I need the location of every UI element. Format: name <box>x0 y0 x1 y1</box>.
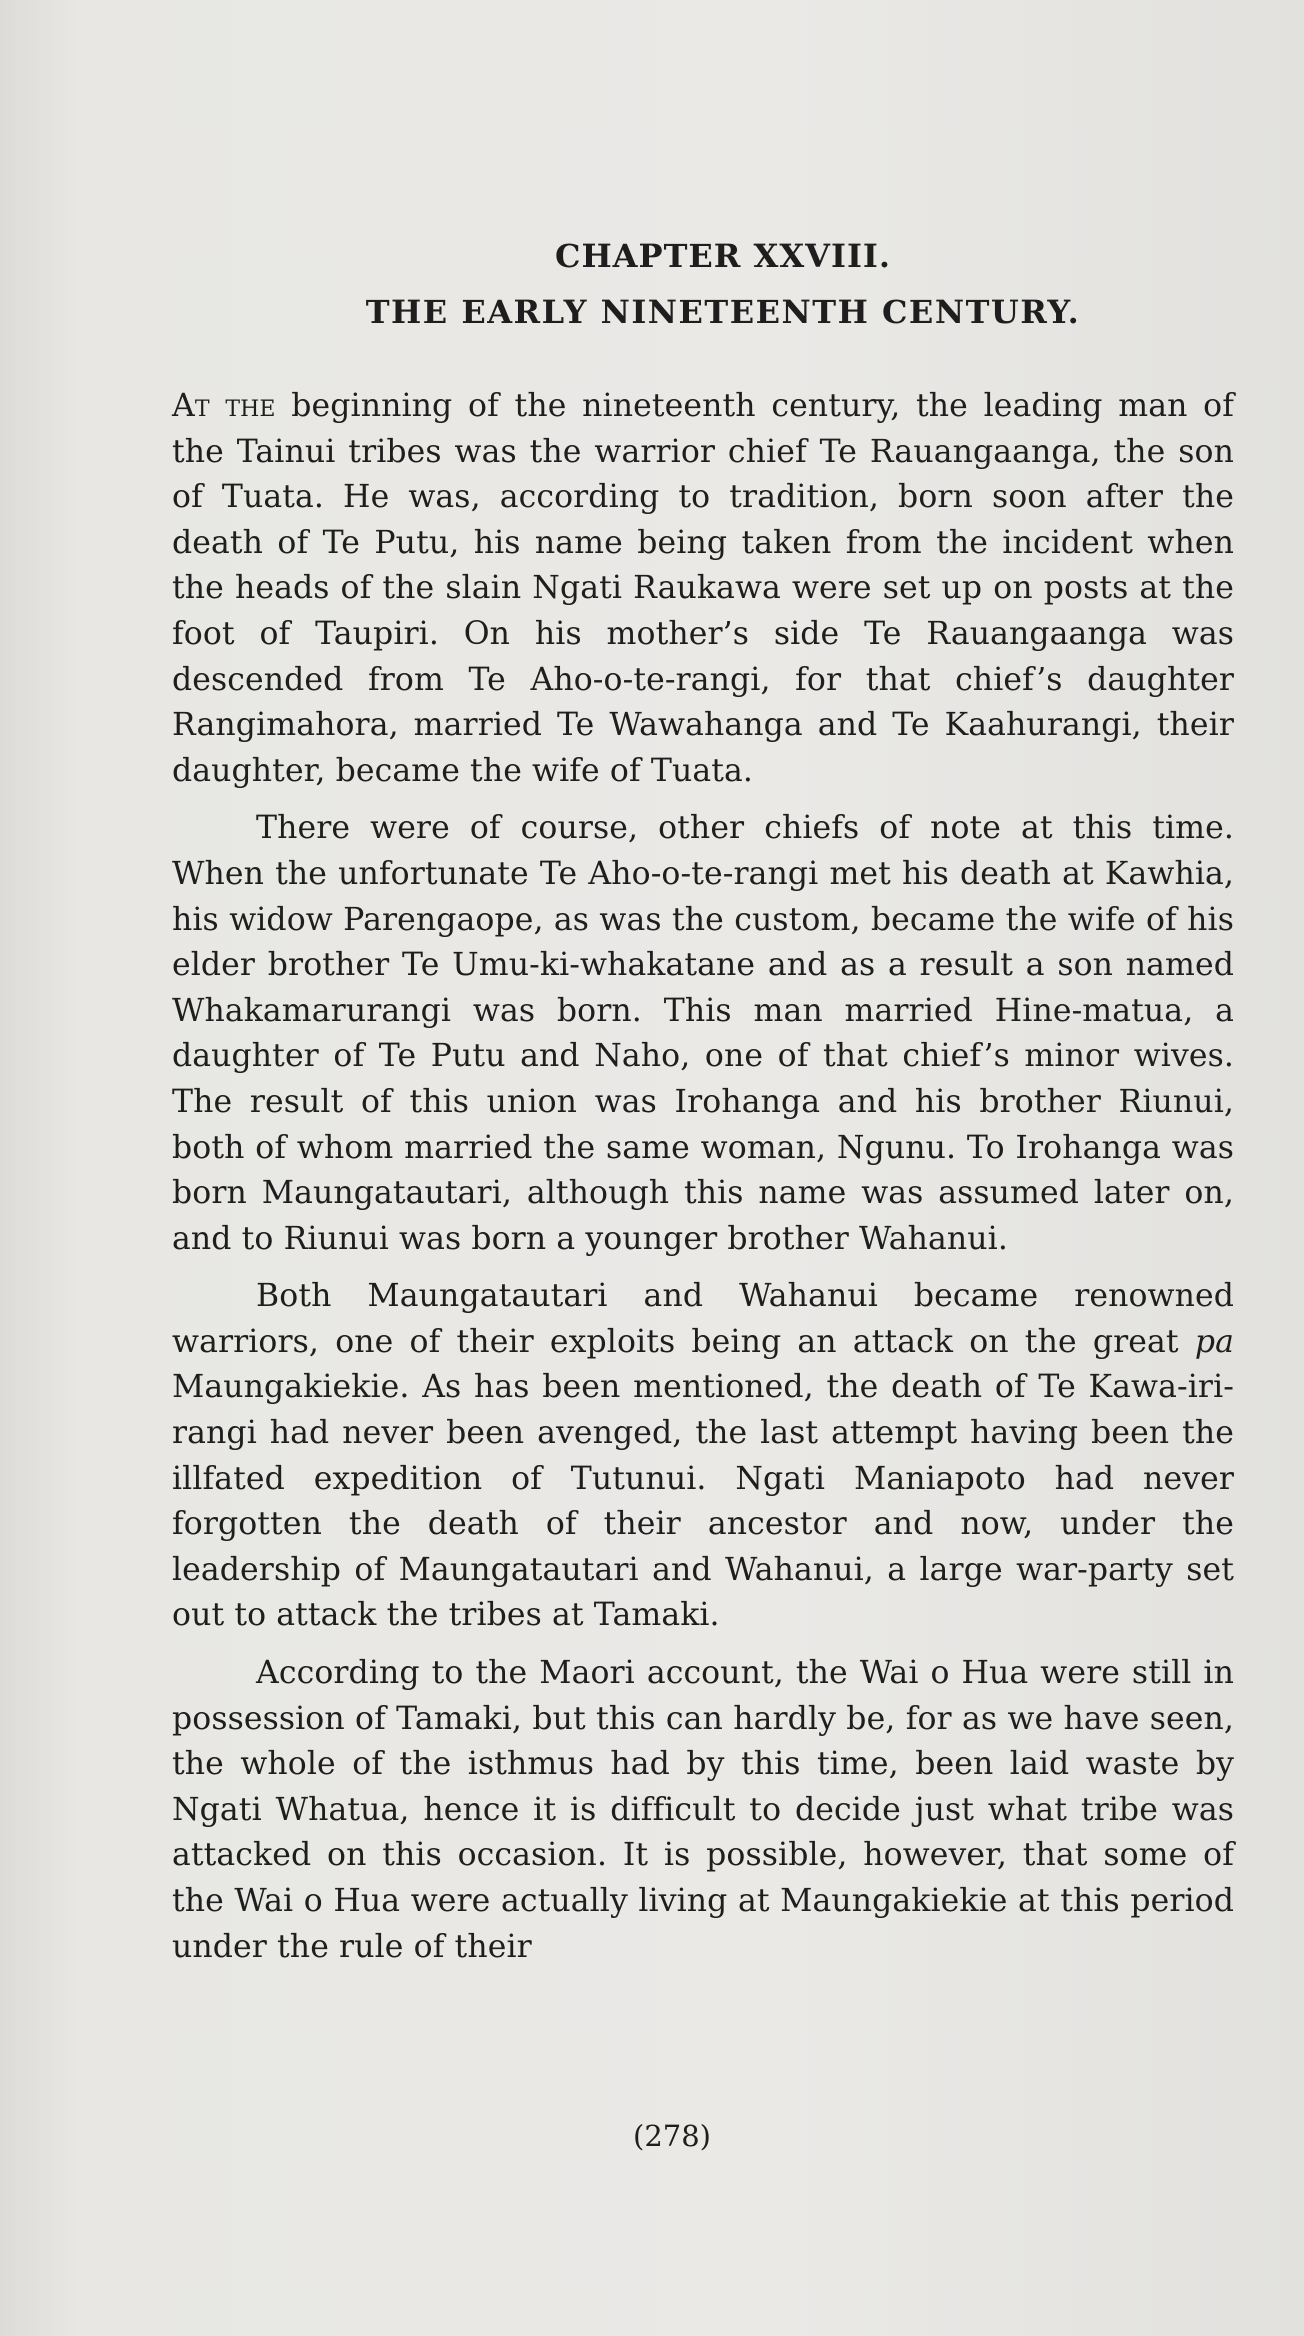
chapter-number: CHAPTER XXVIII. <box>554 237 892 275</box>
paragraph-3 <box>172 1274 1234 1639</box>
paragraph-3-italic: pa <box>1194 1323 1234 1360</box>
paragraph-1 <box>172 384 1234 794</box>
paragraph-4: According to the Maori account, the Wai o Hua were still in possession of Tamaki, but this can hardly be, for as we have seen, the whole of the isthmus had by this time, been laid waste by Ngati Whatua, hence it is difficult to decide just what tribe was attacked on this occasion. It is possible, however, that some of the Wai o Hua were actually living at Maungakiekie at this period under the rule of their <box>172 1655 1234 1965</box>
chapter-title: THE EARLY NINETEENTH CENTURY. <box>365 293 1081 331</box>
paragraph-3-text-before: Both Maungatautari and Wahanui became renowned warriors, one of their exploits being an attack on the great <box>172 1278 1234 1360</box>
paragraph-3-text-after: Maungakiekie. As has been mentioned, the death of Te Kawa-iri-rangi had never been avenged, the last attempt having been the illfated expedition of Tutunui. Ngati Maniapoto had never forgotten the death of their ancestor and now, under the leadership of Maungatautari and Wahanui, a large war-party set out to attack the tribes at Tamaki. <box>172 1369 1234 1634</box>
page-number: (278) <box>633 2119 711 2153</box>
paragraph-2: There were of course, other chiefs of note at this time. When the unfortunate Te Aho-o-te-rangi met his death at Kawhia, his widow Parengaope, as was the custom, became the wife of his elder brother Te Umu-ki-whakatane and as a result a son named Whakamarurangi was born. This man married Hine-matua, a daughter of Te Putu and Naho, one of that chief’s minor wives. The result of this union was Irohanga and his brother Riunui, both of whom married the same woman, Ngunu. To Irohanga was born Maungatautari, although this name was assumed later on, and to Riunui was born a younger brother Wahanui. <box>172 810 1234 1257</box>
page-body <box>172 236 1234 1970</box>
paragraph-1-text: beginning of the nineteenth century, the leading man of the Tainui tribes was the warrior chief Te Rauangaanga, the son of Tuata. He was, according to tradition, born soon after the death of Te Putu, his name being taken from the incident when the heads of the slain Ngati Raukawa were set up on posts at the foot of Taupiri. On his mother’s side Te Rauangaanga was descended from Te Aho-o-te-rangi, for that chief’s daughter Rangimahora, married Te Wawahanga and Te Kaahurangi, their daughter, became the wife of Tuata. <box>172 388 1234 789</box>
paragraph-1-lead: At the <box>172 388 276 424</box>
